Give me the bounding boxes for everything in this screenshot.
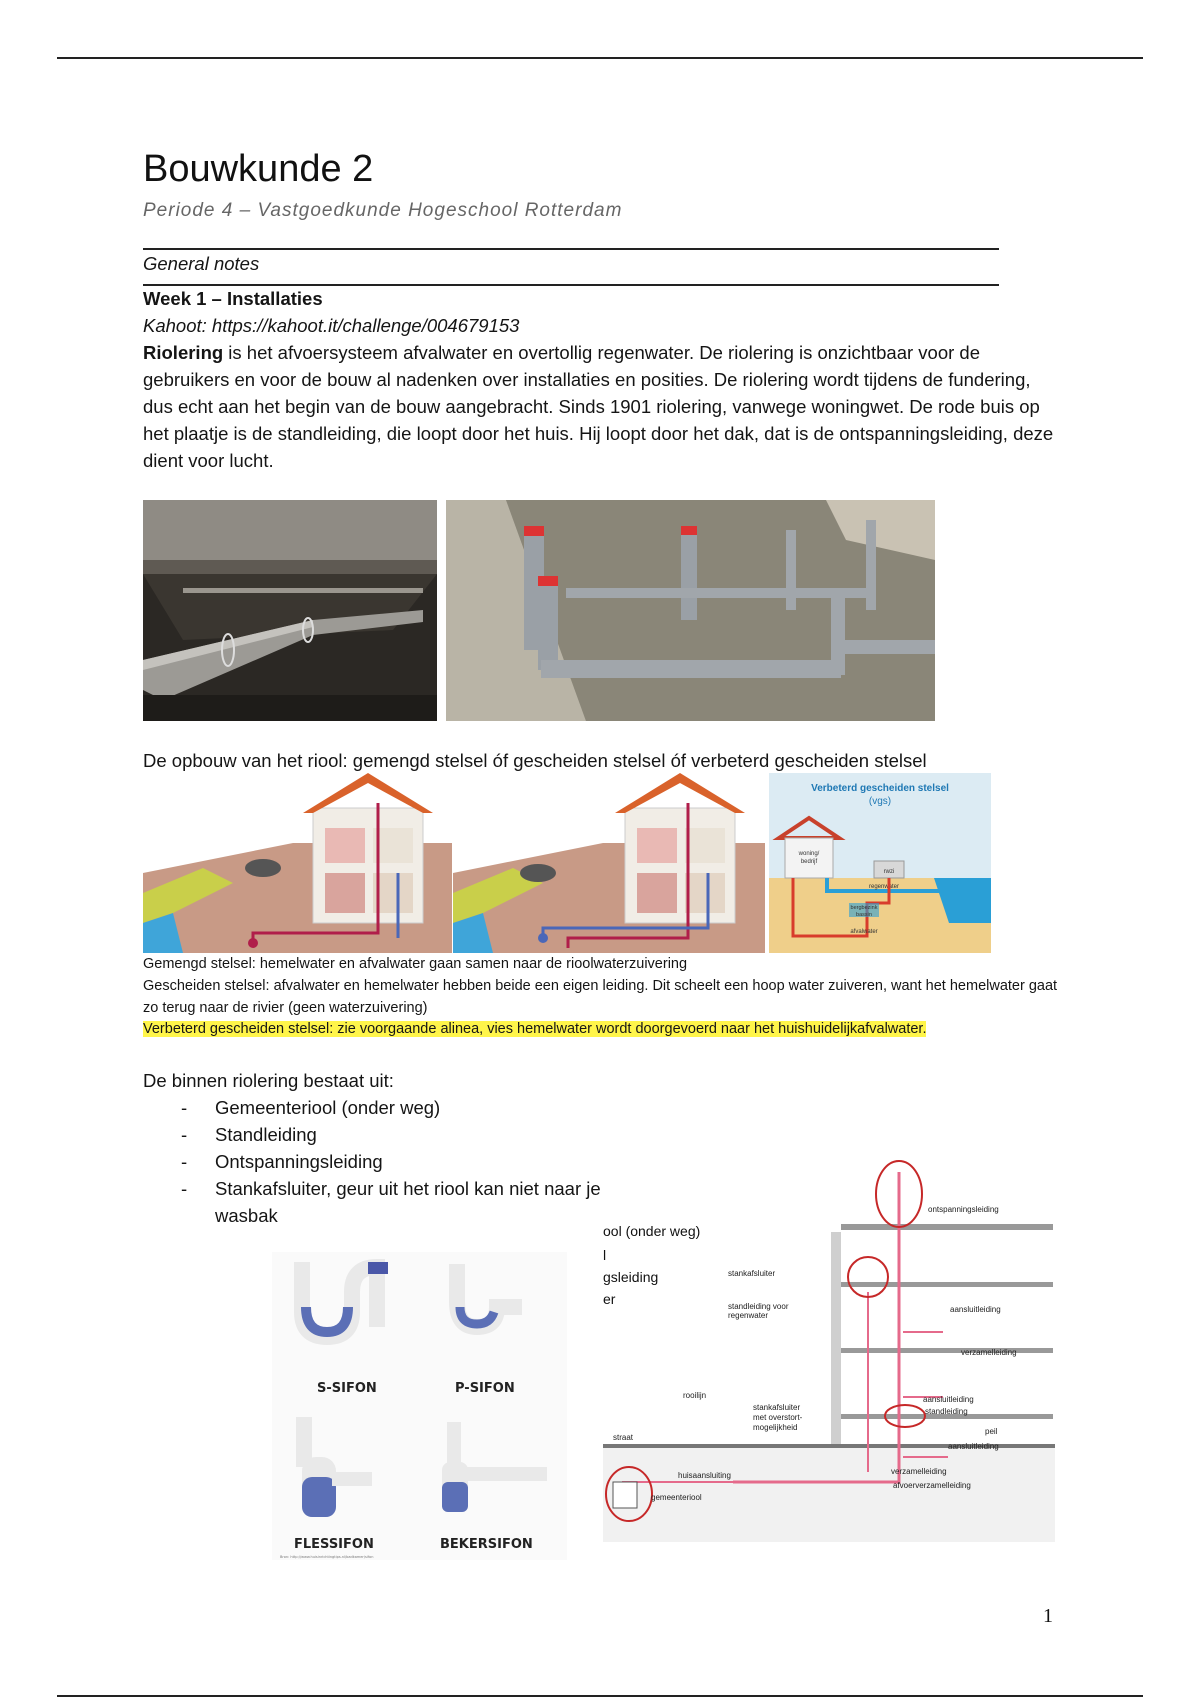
- label-peil: peil: [985, 1427, 998, 1436]
- binnen-riolering-list-wrap: [143, 1094, 603, 1229]
- vgs-woning-line2: bedrijf: [800, 859, 818, 865]
- sifon-label-fles: FLESSIFON: [294, 1537, 374, 1552]
- label-gemeenteriool: gemeenteriool: [651, 1493, 702, 1502]
- stelsel-note-verbeterd: [143, 1018, 1063, 1040]
- label-verzamelleiding-2: verzamelleiding: [891, 1467, 947, 1476]
- crawlspace-pipe-photo: [143, 500, 437, 721]
- binnenriolering-section-drawing: [603, 1152, 1055, 1542]
- list-item: - Gemeenteriool (onder weg): [143, 1094, 603, 1121]
- vgs-bergbezink-line2: bassin: [856, 912, 872, 918]
- sifon-source: Bron: http://www.huisinrichtingtips.nl/badkamer/sifon: [280, 1555, 374, 1559]
- label-aansluitleiding-3: aansluitleiding: [948, 1442, 999, 1451]
- label-standleiding: standleiding: [925, 1407, 968, 1416]
- vgs-diagram: [769, 773, 991, 953]
- binnen-riolering-heading: De binnen riolering bestaat uit:: [143, 1070, 394, 1091]
- list-item: - Ontspanningsleiding: [143, 1148, 603, 1175]
- intro-paragraph: [143, 339, 1063, 474]
- page-number: 1: [1043, 1605, 1053, 1627]
- label-aansluitleiding-1: aansluitleiding: [950, 1305, 1001, 1314]
- section-rule-top: [143, 248, 999, 250]
- label-standleiding-regen-1: standleiding voor: [728, 1302, 789, 1311]
- gescheiden-stelsel-illustration: [453, 773, 765, 953]
- cutoff-line-1: ool (onder weg): [603, 1223, 701, 1239]
- label-verzamelleiding-1: verzamelleiding: [961, 1348, 1017, 1357]
- highlighted-note: Verbeterd gescheiden stelsel: zie voorgaande alinea, vies hemelwater wordt doorgevoerd naar het huishuidelijkafvalwater.: [143, 1021, 927, 1037]
- vgs-title: Verbeterd gescheiden stelsel: [811, 783, 949, 794]
- cutoff-line-2: l: [603, 1247, 607, 1263]
- label-stankafsluiter: stankafsluiter: [728, 1269, 776, 1278]
- sifon-label-beker: BEKERSIFON: [440, 1537, 533, 1552]
- label-stankafsluiter-overstort-1: stankafsluiter: [753, 1403, 801, 1412]
- intro-term: Riolering: [143, 342, 224, 363]
- vgs-bergbezink-line1: bergbezink: [850, 905, 878, 911]
- sifon-types-figure: [272, 1252, 567, 1560]
- document-subtitle: Periode 4 – Vastgoedkunde Hogeschool Rotterdam: [143, 200, 623, 221]
- stelsel-note-gemengd: Gemengd stelsel: hemelwater en afvalwater gaan samen naar de rioolwaterzuivering: [143, 956, 688, 972]
- sifon-label-s: S-SIFON: [317, 1381, 377, 1396]
- bottom-rule: [57, 1695, 1143, 1697]
- opbouw-heading: De opbouw van het riool: gemengd stelsel óf gescheiden stelsel óf verbeterd gescheiden stelsel: [143, 750, 927, 771]
- top-rule: [57, 57, 1143, 59]
- label-ontspanningsleiding: ontspanningsleiding: [928, 1205, 999, 1214]
- vgs-regenwater: regenwater: [868, 884, 900, 890]
- label-straat: straat: [613, 1433, 634, 1442]
- vgs-rwzi: rwzi: [883, 869, 895, 875]
- list-item: - Stankafsluiter, geur uit het riool kan niet naar je wasbak: [143, 1175, 603, 1229]
- foundation-pipes-photo: [446, 500, 935, 721]
- vgs-abbr: (vgs): [868, 796, 892, 807]
- label-afvoerverzamelleiding: afvoerverzamelleiding: [893, 1481, 971, 1490]
- label-huisaansluiting: huisaansluiting: [678, 1471, 731, 1480]
- cutoff-line-4: er: [603, 1291, 616, 1307]
- vgs-woning-line1: woning/: [798, 851, 820, 857]
- week-heading: Week 1 – Installaties: [143, 288, 323, 309]
- label-stankafsluiter-overstort-3: mogelijkheid: [753, 1423, 798, 1432]
- document-title: Bouwkunde 2: [143, 148, 374, 190]
- kahoot-link[interactable]: Kahoot: https://kahoot.it/challenge/004679153: [143, 315, 520, 336]
- label-stankafsluiter-overstort-2: met overstort-: [753, 1413, 803, 1422]
- binnen-riolering-list: [143, 1094, 603, 1229]
- stelsel-note-gescheiden: Gescheiden stelsel: afvalwater en hemelwater hebben beide een eigen leiding. Dit scheelt een hoop water zuiveren, want het hemelwater gaat zo terug naar de rivier (geen waterzuivering): [143, 978, 1058, 1016]
- section-label: General notes: [143, 253, 260, 274]
- intro-body: is het afvoersysteem afvalwater en overtollig regenwater. De riolering is onzichtbaar voor de gebruikers en voor de bouw al nadenken over installaties en posities. De riolering wordt tijdens de fundering, dus echt aan het begin van de bouw aangebracht. Sinds 1901 riolering, vanwege woningwet. De rode buis op het plaatje is de standleiding, die loopt door het huis. Hij loopt door het dak, dat is de ontspanningsleiding, deze dient voor lucht.: [143, 342, 1054, 471]
- label-rooilijn: rooilijn: [683, 1391, 707, 1400]
- sifon-label-p: P-SIFON: [455, 1381, 515, 1396]
- gemengd-stelsel-illustration: [143, 773, 452, 953]
- label-standleiding-regen-2: regenwater: [728, 1311, 769, 1320]
- list-item: - Standleiding: [143, 1121, 603, 1148]
- cutoff-line-3: gsleiding: [603, 1269, 659, 1285]
- vgs-afvalwater: afvalwater: [850, 929, 878, 935]
- label-aansluitleiding-2: aansluitleiding: [923, 1395, 974, 1404]
